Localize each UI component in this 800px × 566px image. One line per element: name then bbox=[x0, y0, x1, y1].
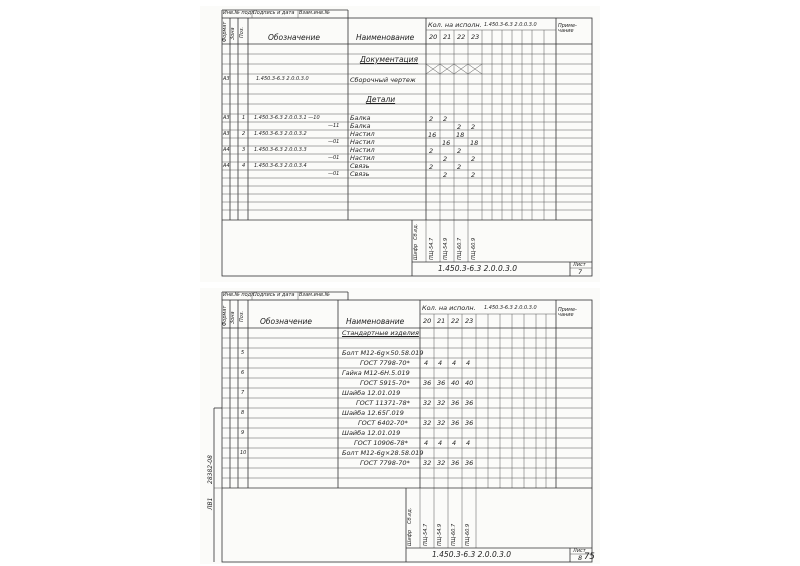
codes-label: Шифр bbox=[407, 529, 413, 546]
exec-col-21: 21 bbox=[443, 33, 452, 41]
header-format: Формат bbox=[222, 21, 228, 42]
exec-col-23: 23 bbox=[471, 33, 480, 41]
qty-cell: 4 bbox=[424, 439, 429, 447]
row-designation: —01 bbox=[328, 155, 340, 161]
row-name: Настил bbox=[350, 146, 375, 154]
sheet-number: 7 bbox=[578, 268, 583, 276]
row-designation: —11 bbox=[328, 123, 340, 129]
section-standard-items: Стандартные изделия bbox=[342, 329, 419, 337]
header-note: Приме-чание bbox=[558, 23, 577, 34]
qty-cell: 36 bbox=[465, 459, 474, 467]
stamp-sign-date: Подпись и дата bbox=[253, 292, 295, 298]
qty-cell: 2 bbox=[443, 115, 448, 123]
row-designation: 1.450.3-6.3 2.0.0.3.4 bbox=[254, 163, 307, 169]
code-cell: ПЩ-60.9 bbox=[471, 237, 477, 260]
qty-cell: 40 bbox=[465, 379, 474, 387]
code-cell: ПЩ-60.7 bbox=[451, 523, 457, 546]
header-pos: Поз. bbox=[239, 26, 245, 38]
row-name: ГОСТ 10906-78* bbox=[354, 439, 408, 447]
qty-cell: 2 bbox=[471, 155, 476, 163]
qty-cell: 36 bbox=[437, 379, 446, 387]
qty-cell: 2 bbox=[471, 171, 476, 179]
row-name: Шайба 12.01.019 bbox=[342, 429, 401, 437]
sheet-1-grid bbox=[200, 6, 600, 282]
qty-cell: 18 bbox=[456, 131, 465, 139]
row-name: Связь bbox=[350, 162, 370, 170]
row-name: ГОСТ 5915-70* bbox=[360, 379, 410, 387]
row-name: Гайка М12-6Н.5.019 bbox=[342, 369, 410, 377]
stamp-replace-inv: Взам.инв.№ bbox=[299, 292, 330, 298]
row-pos: 8 bbox=[241, 410, 245, 416]
row-pos: 10 bbox=[240, 450, 247, 456]
row-name: Сборочный чертеж bbox=[350, 76, 416, 84]
row-name: Болт М12-6g×50.58.019 bbox=[342, 349, 424, 357]
qty-cell: 32 bbox=[437, 399, 446, 407]
row-name: Настил bbox=[350, 130, 375, 138]
row-pos: 5 bbox=[241, 350, 245, 356]
row-pos: 2 bbox=[242, 131, 246, 137]
section-details: Детали bbox=[366, 95, 396, 104]
qty-cell: 36 bbox=[465, 419, 474, 427]
row-designation: 1.450.3-6.3 2.0.0.3.2 bbox=[254, 131, 307, 137]
row-designation: 1.450.3-6.3 2.0.0.3.3 bbox=[254, 147, 307, 153]
header-designation: Обозначение bbox=[260, 317, 313, 326]
qty-cell: 2 bbox=[443, 171, 448, 179]
exec-col-22: 22 bbox=[451, 317, 460, 325]
header-qty: Кол. на исполн. bbox=[422, 304, 476, 312]
exec-col-20: 20 bbox=[429, 33, 438, 41]
qty-cell: 2 bbox=[443, 155, 448, 163]
row-name: Настил bbox=[350, 138, 375, 146]
sheet-label: Лист bbox=[573, 548, 586, 554]
row-name: ГОСТ 7798-70* bbox=[360, 359, 410, 367]
qty-cell: 32 bbox=[423, 419, 432, 427]
row-name: Шайба 12.01.019 bbox=[342, 389, 401, 397]
row-pos: 4 bbox=[242, 163, 246, 169]
qty-cell: 36 bbox=[451, 459, 460, 467]
header-pos: Поз. bbox=[239, 310, 245, 322]
code-cell: ПЩ-54.9 bbox=[437, 523, 443, 546]
row-pos: 1 bbox=[242, 115, 246, 121]
header-name: Наименование bbox=[346, 317, 405, 326]
row-name: Настил bbox=[350, 154, 375, 162]
qty-cell: 2 bbox=[471, 123, 476, 131]
sheet-number: 8 bbox=[578, 554, 583, 562]
row-name: Балка bbox=[350, 122, 371, 130]
header-note: Приме-чание bbox=[558, 307, 577, 318]
side-inventory-code: 28382-08 bbox=[207, 455, 214, 484]
stamp-inv-no: Инв.№ подл. bbox=[223, 10, 256, 16]
spec-sheet-2 bbox=[200, 288, 600, 564]
header-designation: Обозначение bbox=[268, 33, 321, 42]
qty-cell: 2 bbox=[429, 115, 434, 123]
row-name: ГОСТ 6402-70* bbox=[358, 419, 408, 427]
qty-cell: 16 bbox=[428, 131, 437, 139]
qty-cell: 32 bbox=[437, 419, 446, 427]
code-cell: ПЩ-60.9 bbox=[465, 523, 471, 546]
stamp-replace-inv: Взам.инв.№ bbox=[299, 10, 330, 16]
row-name: Балка bbox=[350, 114, 371, 122]
qty-cell: 4 bbox=[452, 359, 457, 367]
header-qty: Кол. на исполн. bbox=[428, 21, 482, 29]
stamp-inv-no: Инв.№ подл. bbox=[223, 292, 256, 298]
sheet-label: Лист bbox=[573, 262, 586, 268]
exec-col-21: 21 bbox=[437, 317, 446, 325]
header-exec-ref: 1.450.3-6.3 2.0.0.3.0 bbox=[484, 22, 537, 28]
page-number: 75 bbox=[584, 552, 595, 562]
header-exec-ref: 1.450.3-6.3 2.0.0.3.0 bbox=[484, 305, 537, 311]
qty-cell: 2 bbox=[457, 163, 462, 171]
qty-cell: 32 bbox=[437, 459, 446, 467]
code-cell: ПЩ-54.9 bbox=[443, 237, 449, 260]
qty-cell: 4 bbox=[438, 359, 443, 367]
row-pos: 9 bbox=[241, 430, 245, 436]
row-designation: —01 bbox=[328, 139, 340, 145]
row-fmt: А4 bbox=[223, 147, 230, 153]
stamp-sign-date: Подпись и дата bbox=[253, 10, 295, 16]
qty-cell: 32 bbox=[423, 399, 432, 407]
header-zone: Зона bbox=[230, 311, 236, 324]
row-fmt: А3 bbox=[223, 76, 230, 82]
qty-cell: 16 bbox=[442, 139, 451, 147]
row-name: ГОСТ 11371-78* bbox=[356, 399, 410, 407]
row-name: Связь bbox=[350, 170, 370, 178]
row-designation: 1.450.3-6.3 2.0.0.3.1 —10 bbox=[254, 115, 320, 121]
row-designation: 1.450.3-6.3 2.0.0.3.0 bbox=[256, 76, 309, 82]
row-designation: —01 bbox=[328, 171, 340, 177]
qty-cell: 36 bbox=[423, 379, 432, 387]
header-zone: Зона bbox=[230, 27, 236, 40]
row-fmt: А4 bbox=[223, 163, 230, 169]
row-fmt: А3 bbox=[223, 131, 230, 137]
row-pos: 6 bbox=[241, 370, 245, 376]
row-fmt: А3 bbox=[223, 115, 230, 121]
row-pos: 3 bbox=[242, 147, 246, 153]
qty-cell: 2 bbox=[429, 163, 434, 171]
code-cell: ПЩ-60.7 bbox=[457, 237, 463, 260]
row-name: ГОСТ 7798-70* bbox=[360, 459, 410, 467]
codes-label-assembly: Сб.ед. bbox=[407, 507, 413, 524]
code-cell: ПЩ-54.7 bbox=[429, 237, 435, 260]
header-format: Формат bbox=[222, 305, 228, 326]
qty-cell: 2 bbox=[457, 147, 462, 155]
qty-cell: 4 bbox=[466, 359, 471, 367]
doc-number: 1.450.3-6.3 2.0.0.3.0 bbox=[438, 264, 518, 273]
qty-cell: 4 bbox=[452, 439, 457, 447]
header-name: Наименование bbox=[356, 33, 415, 42]
exec-col-22: 22 bbox=[457, 33, 466, 41]
codes-label: Шифр bbox=[413, 243, 419, 260]
qty-cell: 2 bbox=[429, 147, 434, 155]
side-inventory-code-2: ЛВ1 bbox=[207, 497, 214, 510]
qty-cell: 32 bbox=[423, 459, 432, 467]
section-documentation: Документация bbox=[360, 55, 419, 64]
qty-cell: 2 bbox=[457, 123, 462, 131]
qty-cell: 36 bbox=[451, 419, 460, 427]
row-pos: 7 bbox=[241, 390, 245, 396]
codes-label-assembly: Сб.ед. bbox=[413, 223, 419, 240]
qty-cell: 40 bbox=[451, 379, 460, 387]
row-name: Шайба 12.65Г.019 bbox=[342, 409, 404, 417]
qty-cell: 36 bbox=[451, 399, 460, 407]
qty-cell: 4 bbox=[424, 359, 429, 367]
qty-cell: 4 bbox=[466, 439, 471, 447]
exec-col-20: 20 bbox=[423, 317, 432, 325]
qty-cell: 4 bbox=[438, 439, 443, 447]
qty-cell: 18 bbox=[470, 139, 479, 147]
doc-number: 1.450.3-6.3 2.0.0.3.0 bbox=[432, 550, 512, 559]
exec-col-23: 23 bbox=[465, 317, 474, 325]
spec-sheet-1 bbox=[200, 6, 600, 282]
qty-cell: 36 bbox=[465, 399, 474, 407]
code-cell: ПЩ-54.7 bbox=[423, 523, 429, 546]
row-name: Болт М12-6g×28.58.019 bbox=[342, 449, 424, 457]
